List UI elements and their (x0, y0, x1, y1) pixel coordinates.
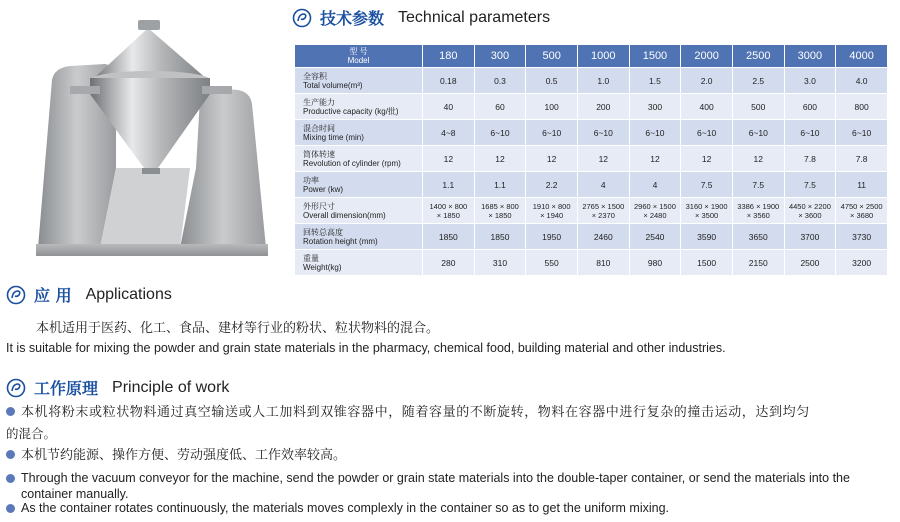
table-cell: 6~10 (577, 120, 629, 146)
table-cell: 400 (681, 94, 733, 120)
model-header-1000: 1000 (577, 45, 629, 68)
row-label (295, 250, 423, 276)
model-header-1500: 1500 (629, 45, 681, 68)
cell-line: 4750 × 2500 (840, 201, 883, 211)
row-label-zh: 回转总高度 (303, 227, 343, 237)
table-cell: 12 (474, 146, 526, 172)
table-cell: 1.5 (629, 68, 681, 94)
table-cell: 600 (784, 94, 836, 120)
row-label-en: Productive capacity (kg/批) (303, 106, 399, 116)
cell-line: 2765 × 1500 (582, 201, 625, 211)
table-cell: 12 (681, 146, 733, 172)
model-header-3000: 3000 (784, 45, 836, 68)
table-cell: 1500 (681, 250, 733, 276)
row-label-zh: 混合时间 (303, 123, 335, 133)
bullet-dot-icon (6, 450, 15, 459)
cell-line: × 1850 (436, 210, 460, 220)
principle-item-text: Through the vacuum conveyor for the machine, send the powder or grain state materials into the double-taper container, or send the materials into the container manually. (21, 471, 850, 501)
section-title-en: Principle of work (112, 378, 230, 396)
table-cell: 1850 (474, 224, 526, 250)
table-cell: 300 (629, 94, 681, 120)
table-cell: 280 (423, 250, 475, 276)
table-cell: 4~8 (423, 120, 475, 146)
table-cell: 7.5 (784, 172, 836, 198)
table-cell (836, 198, 888, 224)
table-cell: 500 (732, 94, 784, 120)
row-label (295, 94, 423, 120)
principle-item-continuation: 的混合。 (6, 426, 57, 441)
model-header-4000: 4000 (836, 45, 888, 68)
table-cell (526, 198, 578, 224)
row-label-zh: 外形尺寸 (303, 201, 335, 211)
model-header-zh: 型 号 (349, 47, 368, 56)
table-cell: 4.0 (836, 68, 888, 94)
principle-item (6, 500, 894, 516)
model-header-500: 500 (526, 45, 578, 68)
spiral-circle-icon (292, 8, 312, 28)
table-cell: 2.0 (681, 68, 733, 94)
technical-parameters-table (294, 44, 888, 276)
table-cell: 40 (423, 94, 475, 120)
table-cell: 1950 (526, 224, 578, 250)
section-title-zh: 应 用 (34, 286, 72, 305)
table-cell: 11 (836, 172, 888, 198)
table-cell: 12 (732, 146, 784, 172)
cell-line: × 3560 (746, 210, 770, 220)
table-cell: 0.3 (474, 68, 526, 94)
table-cell: 4 (577, 172, 629, 198)
applications-text-en: It is suitable for mixing the powder and grain state materials in the pharmacy, chemical food, building material and other industries. (6, 341, 726, 355)
table-cell: 2500 (784, 250, 836, 276)
model-header-2500: 2500 (732, 45, 784, 68)
table-cell: 100 (526, 94, 578, 120)
section-title-en: Applications (85, 285, 172, 303)
row-label (295, 172, 423, 198)
table-cell: 7.8 (784, 146, 836, 172)
bullet-dot-icon (6, 504, 15, 513)
model-header-en: Model (347, 56, 370, 65)
table-cell: 1.1 (423, 172, 475, 198)
table-cell: 12 (423, 146, 475, 172)
table-cell: 12 (577, 146, 629, 172)
row-label (295, 68, 423, 94)
spiral-circle-icon (6, 285, 26, 305)
table-cell: 980 (629, 250, 681, 276)
cell-line: 2960 × 1500 (633, 201, 676, 211)
principle-item-text: 本机将粉末或粒状物料通过真空输送或人工加料到双锥容器中，随着容量的不断旋转，物料在容器中进行复杂的撞击运动，达到均匀 (21, 405, 810, 420)
table-cell: 7.5 (681, 172, 733, 198)
table-cell: 3.0 (784, 68, 836, 94)
row-label (295, 224, 423, 250)
principle-item (6, 446, 894, 466)
table-cell: 6~10 (732, 120, 784, 146)
cell-line: × 2370 (591, 210, 615, 220)
bullet-dot-icon (6, 407, 15, 416)
table-cell: 7.5 (732, 172, 784, 198)
table-cell: 6~10 (681, 120, 733, 146)
table-cell: 12 (526, 146, 578, 172)
row-label-en: Rotation height (mm) (303, 236, 378, 246)
table-cell: 0.5 (526, 68, 578, 94)
cell-line: × 3680 (850, 210, 874, 220)
table-cell: 2.5 (732, 68, 784, 94)
table-row (295, 198, 888, 224)
table-cell (577, 198, 629, 224)
cell-line: × 1940 (540, 210, 564, 220)
cell-line: × 3500 (695, 210, 719, 220)
section-title-zh: 工作原理 (34, 379, 99, 398)
model-header-180: 180 (423, 45, 475, 68)
model-header-cell (295, 45, 423, 68)
table-row (295, 250, 888, 276)
table-cell: 3650 (732, 224, 784, 250)
principle-item-text: 本机节约能源、操作方便、劳动强度低、工作效率较高。 (21, 448, 347, 463)
table-cell (732, 198, 784, 224)
table-cell: 6~10 (836, 120, 888, 146)
table-cell: 2150 (732, 250, 784, 276)
row-label-zh: 全容积 (303, 71, 327, 81)
table-cell: 7.8 (836, 146, 888, 172)
table-cell (784, 198, 836, 224)
row-label-zh: 生产能力 (303, 97, 335, 107)
table-cell: 6~10 (784, 120, 836, 146)
table-cell: 6~10 (629, 120, 681, 146)
table-row (295, 94, 888, 120)
table-cell: 2460 (577, 224, 629, 250)
table-cell: 60 (474, 94, 526, 120)
table-cell (681, 198, 733, 224)
cell-line: 1910 × 800 (532, 201, 571, 211)
table-cell: 2540 (629, 224, 681, 250)
bullet-dot-icon (6, 474, 15, 483)
principle-item (6, 470, 894, 502)
row-label-zh: 重量 (303, 253, 319, 263)
row-label-en: Power (kw) (303, 184, 344, 194)
row-label-en: Total volume(m³) (303, 80, 363, 90)
table-cell (474, 198, 526, 224)
spiral-circle-icon (6, 378, 26, 398)
table-cell: 1850 (423, 224, 475, 250)
principle-item (6, 403, 894, 423)
table-cell: 3200 (836, 250, 888, 276)
row-label-zh: 功率 (303, 175, 319, 185)
table-cell: 1.0 (577, 68, 629, 94)
cell-line: × 2480 (643, 210, 667, 220)
cell-line: 1685 × 800 (481, 201, 519, 211)
model-header-2000: 2000 (681, 45, 733, 68)
table-cell: 3700 (784, 224, 836, 250)
table-cell: 6~10 (474, 120, 526, 146)
table-row (295, 68, 888, 94)
cell-line: 3160 × 1900 (685, 201, 728, 211)
table-row (295, 146, 888, 172)
row-label-zh: 筒体转速 (303, 149, 335, 159)
row-label-en: Overall dimension(mm) (303, 210, 386, 220)
table-cell: 800 (836, 94, 888, 120)
row-label (295, 120, 423, 146)
double-cone-mixer-image (30, 18, 270, 260)
table-cell: 310 (474, 250, 526, 276)
table-cell: 0.18 (423, 68, 475, 94)
table-row (295, 120, 888, 146)
row-label-en: Revolution of cylinder (rpm) (303, 158, 401, 168)
table-cell: 200 (577, 94, 629, 120)
table-row (295, 172, 888, 198)
table-cell (423, 198, 475, 224)
table-cell: 6~10 (526, 120, 578, 146)
table-cell (629, 198, 681, 224)
technical-parameters-heading (292, 6, 550, 29)
principle-heading (6, 376, 229, 399)
cell-line: 4450 × 2200 (788, 201, 831, 211)
principle-item-text: As the container rotates continuously, the materials moves complexly in the container so as to get the uniform mixing. (21, 501, 670, 515)
section-title-en: Technical parameters (398, 8, 551, 26)
cell-line: × 1850 (488, 210, 512, 220)
row-label (295, 146, 423, 172)
table-row (295, 224, 888, 250)
table-cell: 3730 (836, 224, 888, 250)
table-cell: 1.1 (474, 172, 526, 198)
table-cell: 4 (629, 172, 681, 198)
applications-text-zh: 本机适用于医药、化工、食品、建材等行业的粉状、粒状物料的混合。 (36, 321, 440, 336)
cell-line: 3386 × 1900 (737, 201, 780, 211)
cell-line: × 3600 (798, 210, 822, 220)
table-cell: 12 (629, 146, 681, 172)
table-cell: 810 (577, 250, 629, 276)
table-cell: 550 (526, 250, 578, 276)
row-label-en: Weight(kg) (303, 262, 342, 272)
table-cell: 2.2 (526, 172, 578, 198)
row-label (295, 198, 423, 224)
section-title-zh: 技术参数 (320, 9, 385, 28)
model-header-300: 300 (474, 45, 526, 68)
cell-line: 1400 × 800 (429, 201, 468, 211)
table-header-row (295, 45, 888, 68)
table-cell: 3590 (681, 224, 733, 250)
applications-heading (6, 283, 172, 306)
row-label-en: Mixing time (min) (303, 132, 364, 142)
